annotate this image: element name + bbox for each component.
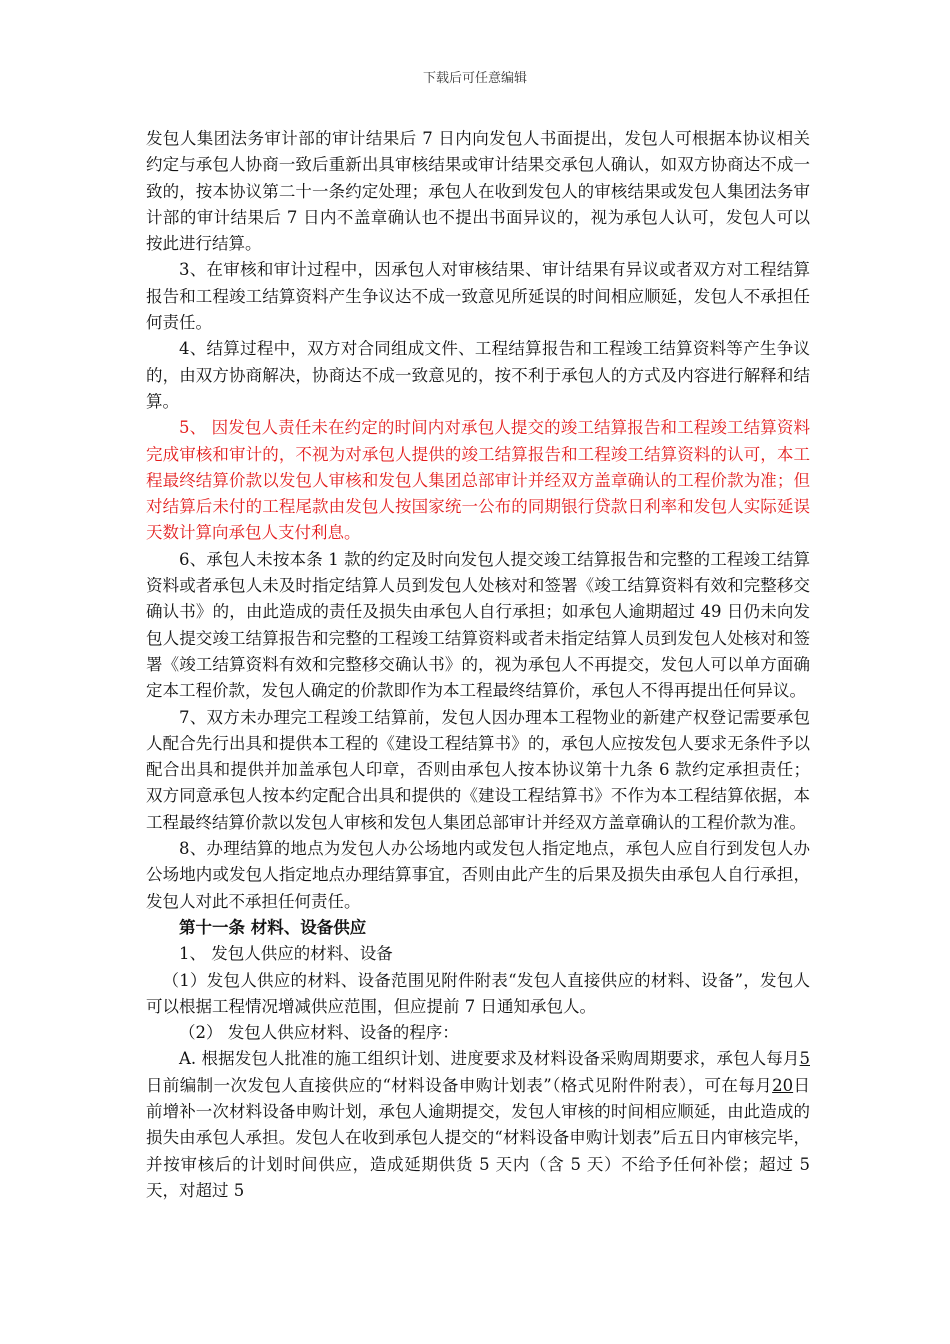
clause-5-highlighted: 5、 因发包人责任未在约定的时间内对承包人提交的竣工结算报告和工程竣工结算资料完成审核和审计的，不视为对承包人提供的竣工结算报告和工程竣工结算资料的认可，本工程最终结算价款以发包人审核和发包人集团总部审计并经双方盖章确认的工程价款为准；但对结算后未付的工程尾款由发包人按国家统一公布的同期银行贷款日利率和发包人实际延误天数计算向承包人支付利息。 — [146, 418, 810, 543]
article-11-item-a — [146, 1046, 810, 1204]
article-11-item-2: （2） 发包人供应材料、设备的程序： — [179, 1023, 459, 1043]
clause-6: 6、承包人未按本条 1 款的约定及时向发包人提交竣工结算报告和完整的工程竣工结算资料或者承包人未及时指定结算人员到发包人处核对和签署《竣工结算资料有效和完整移交确认书》的，由此造成的责任及损失由承包人自行承担；如承包人逾期超过 49 日仍未向发包人提交竣工结算报告和完整的工程竣工结算资料或者未指定结算人员到发包人处核对和签署《竣工结算资料有效和完整移交确认书》的，视为承包人不再提交，发包人可以单方面确定本工程价款，发包人确定的价款即作为本工程最终结算价，承包人不得再提出任何异议。 — [146, 549, 810, 701]
clause-3: 3、在审核和审计过程中，因承包人对审核结果、审计结果有异议或者双方对工程结算报告和工程竣工结算资料产生争议达不成一致意见所延误的时间相应顺延，发包人不承担任何责任。 — [146, 260, 810, 333]
item-a-underlined-day-1: 5 — [799, 1049, 810, 1069]
page-header: 下载后可任意编辑 — [422, 71, 527, 86]
article-11-section-1: 1、 发包人供应的材料、设备 — [179, 944, 393, 964]
clause-4: 4、结算过程中，双方对合同组成文件、工程结算报告和工程竣工结算资料等产生争议的，由双方协商解决，协商达不成一致意见的，按不利于承包人的方式及内容进行解释和结算。 — [146, 339, 810, 411]
paragraph-continued: 发包人集团法务审计部的审计结果后 7 日内向发包人书面提出，发包人可根据本协议相关约定与承包人协商一致后重新出具审核结果或审计结果交承包人确认，如双方协商达不成一致的，按本协议第二十一条约定处理；承包人在收到发包人的审核结果或发包人集团法务审计部的审计结果后 7 日内不盖章确认也不提出书面异议的，视为承包人认可，发包人可以按此进行结算。 — [146, 129, 810, 254]
article-11-item-1: （1）发包人供应的材料、设备范围见附件附表“发包人直接供应的材料、设备”，发包人可以根据工程情况增减供应范围，但应提前 7 日通知承包人。 — [146, 970, 810, 1016]
clause-7: 7、双方未办理完工程竣工结算前，发包人因办理本工程物业的新建产权登记需要承包人配合先行出具和提供本工程的《建设工程结算书》的，承包人应按发包人要求无条件予以配合出具和提供并加盖承包人印章，否则由承包人按本协议第十九条 6 款约定承担责任；双方同意承包人按本约定配合出具和提供的《建设工程结算书》不作为本工程结算依据，本工程最终结算价款以发包人审核和发包人集团总部审计并经双方盖章确认的工程价款为准。 — [146, 707, 810, 832]
item-a-text-1: A. 根据发包人批准的施工组织计划、进度要求及材料设备采购周期要求，承包人每月 — [179, 1049, 800, 1069]
item-a-text-3: 日前增补一次材料设备申购计划，承包人逾期提交，发包人审核的时间相应顺延，由此造成的损失由承包人承担。发包人在收到承包人提交的“材料设备申购计划表”后五日内审核完毕，并按审核后的计划时间供应，造成延期供货 5 天内（含 5 天）不给予任何补偿；超过 5 天，对超过 5 — [146, 1075, 810, 1200]
item-a-text-2: 日前编制一次发包人直接供应的“材料设备申购计划表”（格式见附件附表），可在每月 — [146, 1075, 773, 1095]
item-a-underlined-day-2: 20 — [772, 1075, 794, 1095]
clause-8: 8、办理结算的地点为发包人办公场地内或发包人指定地点，承包人应自行到发包人办公场地内或发包人指定地点办理结算事宜，否则由此产生的后果及损失由承包人自行承担，发包人对此不承担任何责任。 — [146, 839, 810, 911]
article-11-heading: 第十一条 材料、设备供应 — [179, 917, 367, 937]
document-body — [146, 126, 810, 1204]
